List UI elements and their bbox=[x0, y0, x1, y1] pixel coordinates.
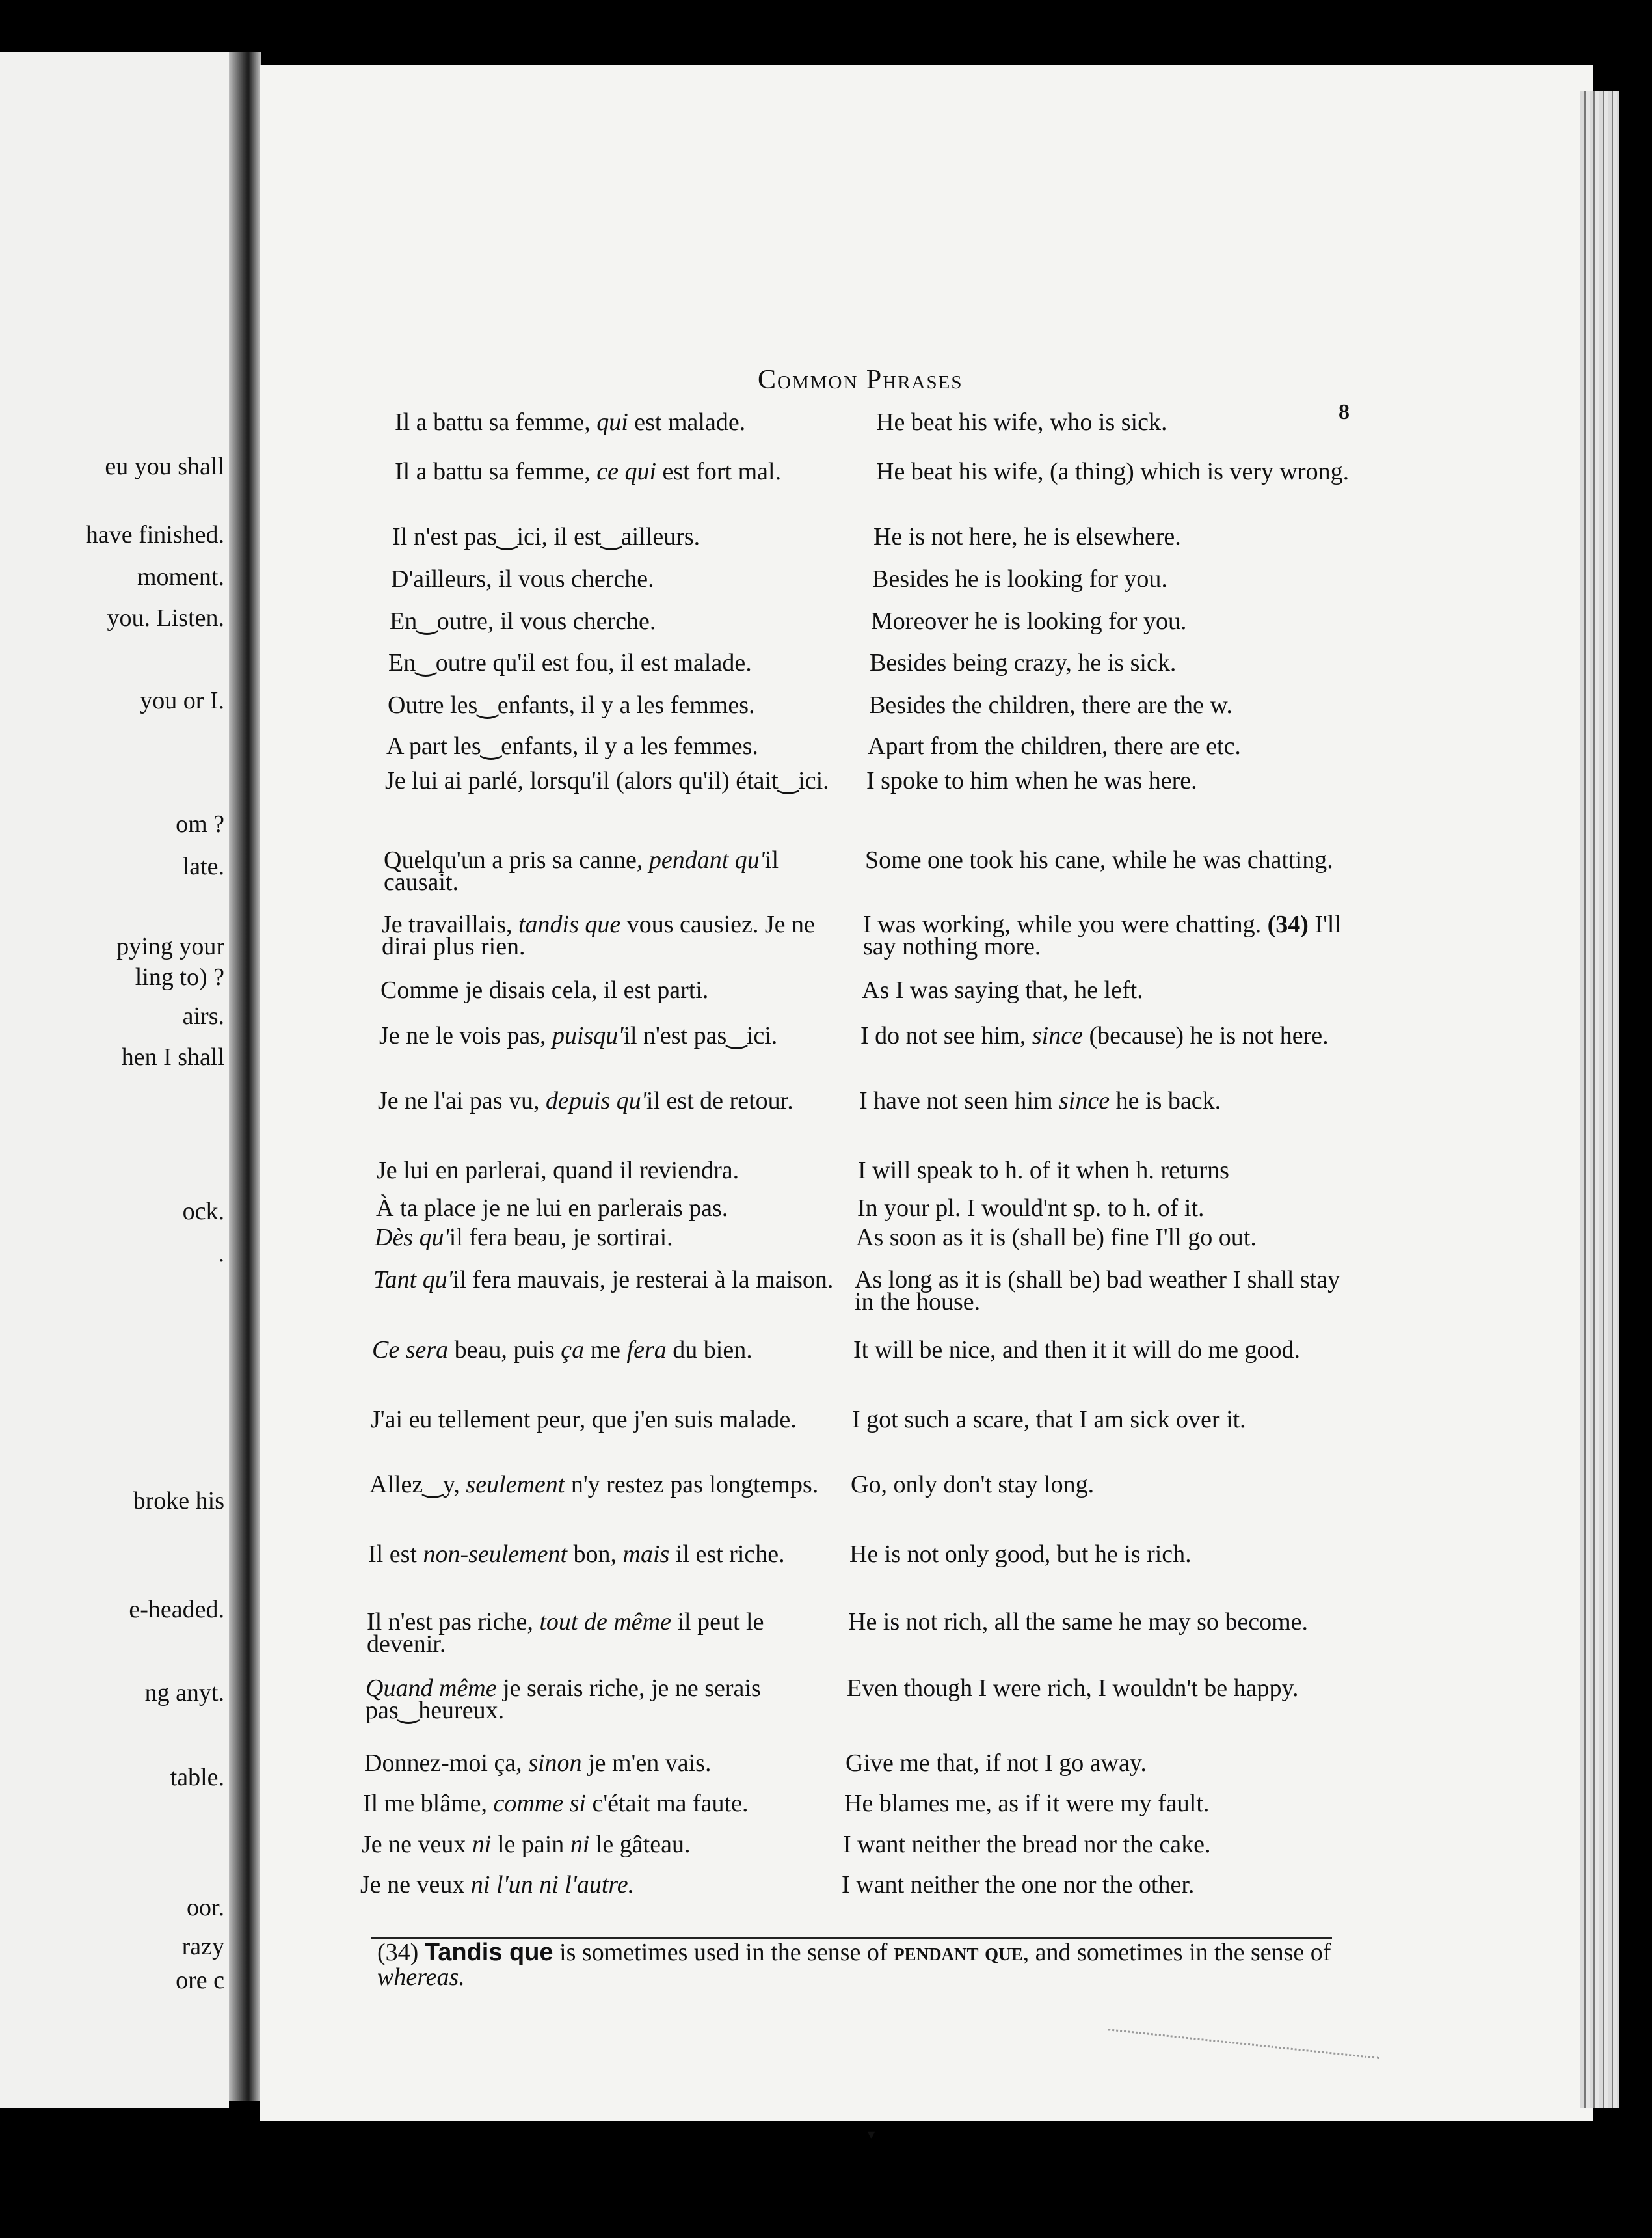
english-translation: Apart from the children, there are etc. bbox=[868, 733, 1241, 760]
french-phrase: Quand même je serais riche, je ne serais pas‿heureux. bbox=[366, 1675, 761, 1724]
french-phrase: En‿outre qu'il est fou, il est malade. bbox=[388, 649, 752, 677]
left-page-fragment: e-headed. bbox=[129, 1596, 224, 1623]
french-phrase: Dès qu'il fera beau, je sortirai. bbox=[375, 1224, 673, 1251]
left-page-fragment: pying your bbox=[116, 933, 224, 960]
left-page-fragment: table. bbox=[170, 1764, 224, 1791]
english-translation: Besides the children, there are the w. bbox=[869, 692, 1232, 719]
french-phrase: J'ai eu tellement peur, que j'en suis malade. bbox=[371, 1406, 797, 1433]
french-phrase: Quelqu'un a pris sa canne, pendant qu'il causait. bbox=[384, 846, 779, 896]
book-gutter bbox=[229, 52, 261, 2101]
french-phrase: Il a battu sa femme, qui est malade. bbox=[395, 409, 746, 436]
english-translation: He blames me, as if it were my fault. bbox=[844, 1790, 1210, 1817]
english-translation: As I was saying that, he left. bbox=[862, 977, 1143, 1004]
french-phrase: Je ne veux ni le pain ni le gâteau. bbox=[362, 1831, 691, 1858]
left-page-fragment: you or I. bbox=[140, 687, 224, 714]
print-mark: ▾ bbox=[868, 2126, 875, 2142]
footnote-number: (34) bbox=[377, 1939, 419, 1966]
footnote-text-2: , and sometimes in the sense of bbox=[1022, 1939, 1331, 1966]
french-phrase: Tant qu'il fera mauvais, je resterai à la maison. bbox=[373, 1266, 834, 1293]
english-translation: I do not see him, since (because) he is not here. bbox=[860, 1022, 1329, 1049]
french-phrase: Je travaillais, tandis que vous causiez. Je ne dirai plus rien. bbox=[382, 911, 815, 960]
french-phrase: Je ne veux ni l'un ni l'autre. bbox=[360, 1871, 635, 1898]
french-phrase: D'ailleurs, il vous cherche. bbox=[391, 565, 654, 593]
left-page-fragment: broke his bbox=[133, 1487, 224, 1515]
left-page-fragment: moment. bbox=[137, 563, 224, 591]
french-phrase: Donnez-moi ça, sinon je m'en vais. bbox=[364, 1749, 712, 1777]
left-page-fragment: you. Listen. bbox=[107, 604, 224, 632]
english-translation: He is not only good, but he is rich. bbox=[849, 1541, 1192, 1568]
english-translation: As long as it is (shall be) bad weather I shall stay in the house. bbox=[855, 1266, 1340, 1315]
english-translation: Moreover he is looking for you. bbox=[871, 608, 1187, 635]
english-translation: I want neither the one nor the other. bbox=[842, 1871, 1195, 1898]
left-page-fragment: eu you shall bbox=[105, 453, 224, 480]
english-translation: Besides being crazy, he is sick. bbox=[870, 649, 1177, 677]
french-phrase: Ce sera beau, puis ça me fera du bien. bbox=[372, 1336, 753, 1364]
footnote-term-3: whereas. bbox=[377, 1963, 465, 1991]
french-phrase: A part les‿enfants, il y a les femmes. bbox=[386, 733, 758, 760]
english-translation: He is not here, he is elsewhere. bbox=[873, 523, 1181, 550]
french-phrase: Il n'est pas‿ici, il est‿ailleurs. bbox=[392, 523, 700, 550]
running-head: Common Phrases bbox=[758, 365, 963, 395]
left-page bbox=[0, 52, 229, 2108]
french-phrase: Je lui en parlerai, quand il reviendra. bbox=[377, 1157, 739, 1184]
french-phrase: Il a battu sa femme, ce qui est fort mal. bbox=[395, 458, 782, 485]
left-page-fragment: ore c bbox=[176, 1967, 224, 1994]
french-phrase: Allez‿y, seulement n'y restez pas longtemps. bbox=[369, 1471, 819, 1498]
french-phrase: Il n'est pas riche, tout de même il peut le devenir. bbox=[367, 1608, 764, 1658]
english-translation: As soon as it is (shall be) fine I'll go out. bbox=[856, 1224, 1257, 1251]
french-phrase: Outre les‿enfants, il y a les femmes. bbox=[388, 692, 755, 719]
english-translation: Go, only don't stay long. bbox=[851, 1471, 1095, 1498]
english-translation: He beat his wife, who is sick. bbox=[876, 409, 1167, 436]
english-translation: Besides he is looking for you. bbox=[872, 565, 1167, 593]
english-translation: Even though I were rich, I wouldn't be happy. bbox=[847, 1675, 1299, 1702]
english-translation: I was working, while you were chatting. (34) I'll say nothing more. bbox=[863, 911, 1342, 960]
english-translation: I want neither the bread nor the cake. bbox=[843, 1831, 1211, 1858]
left-page-fragment: ock. bbox=[182, 1198, 224, 1225]
left-page-fragment: hen I shall bbox=[121, 1044, 224, 1071]
english-translation: Give me that, if not I go away. bbox=[846, 1749, 1147, 1777]
left-page-fragment: have finished. bbox=[85, 521, 224, 548]
french-phrase: Il me blâme, comme si c'était ma faute. bbox=[363, 1790, 749, 1817]
french-phrase: Comme je disais cela, il est parti. bbox=[380, 977, 709, 1004]
english-translation: In your pl. I would'nt sp. to h. of it. bbox=[857, 1194, 1205, 1222]
left-page-fragment: razy bbox=[181, 1933, 224, 1960]
left-page-fragment: om ? bbox=[176, 811, 224, 838]
english-translation: It will be nice, and then it it will do me good. bbox=[853, 1336, 1301, 1364]
french-phrase: Il est non-seulement bon, mais il est riche. bbox=[368, 1541, 785, 1568]
english-translation: I got such a scare, that I am sick over it. bbox=[852, 1406, 1246, 1433]
footnote-term-2: pendant que bbox=[894, 1939, 1023, 1966]
french-phrase: En‿outre, il vous cherche. bbox=[390, 608, 656, 635]
french-phrase: Je ne l'ai pas vu, depuis qu'il est de retour. bbox=[378, 1087, 793, 1114]
english-translation: He is not rich, all the same he may so become. bbox=[848, 1608, 1309, 1636]
left-page-fragment: . bbox=[218, 1240, 224, 1267]
english-translation: I spoke to him when he was here. bbox=[866, 767, 1197, 794]
page-edge bbox=[1580, 91, 1619, 2108]
left-page-fragment: ng anyt. bbox=[144, 1679, 224, 1706]
left-page-fragment: ling to) ? bbox=[135, 964, 224, 991]
english-translation: I will speak to h. of it when h. returns bbox=[858, 1157, 1229, 1184]
french-phrase: Je lui ai parlé, lorsqu'il (alors qu'il) était‿ici. bbox=[385, 767, 829, 794]
footnote-text: is sometimes used in the sense of bbox=[559, 1939, 888, 1966]
english-translation: Some one took his cane, while he was chatting. bbox=[865, 846, 1333, 874]
left-page-fragment: late. bbox=[182, 853, 224, 880]
english-translation: He beat his wife, (a thing) which is very wrong. bbox=[876, 458, 1350, 485]
english-translation: I have not seen him since he is back. bbox=[859, 1087, 1221, 1114]
french-phrase: Je ne le vois pas, puisqu'il n'est pas‿ici. bbox=[379, 1022, 778, 1049]
footnote-term: Tandis que bbox=[424, 1939, 553, 1966]
french-phrase: À ta place je ne lui en parlerais pas. bbox=[376, 1194, 728, 1222]
left-page-fragment: oor. bbox=[186, 1894, 224, 1921]
footnote bbox=[377, 1940, 1333, 1989]
left-page-fragment: airs. bbox=[182, 1003, 224, 1030]
page-number: 8 bbox=[1339, 400, 1350, 424]
